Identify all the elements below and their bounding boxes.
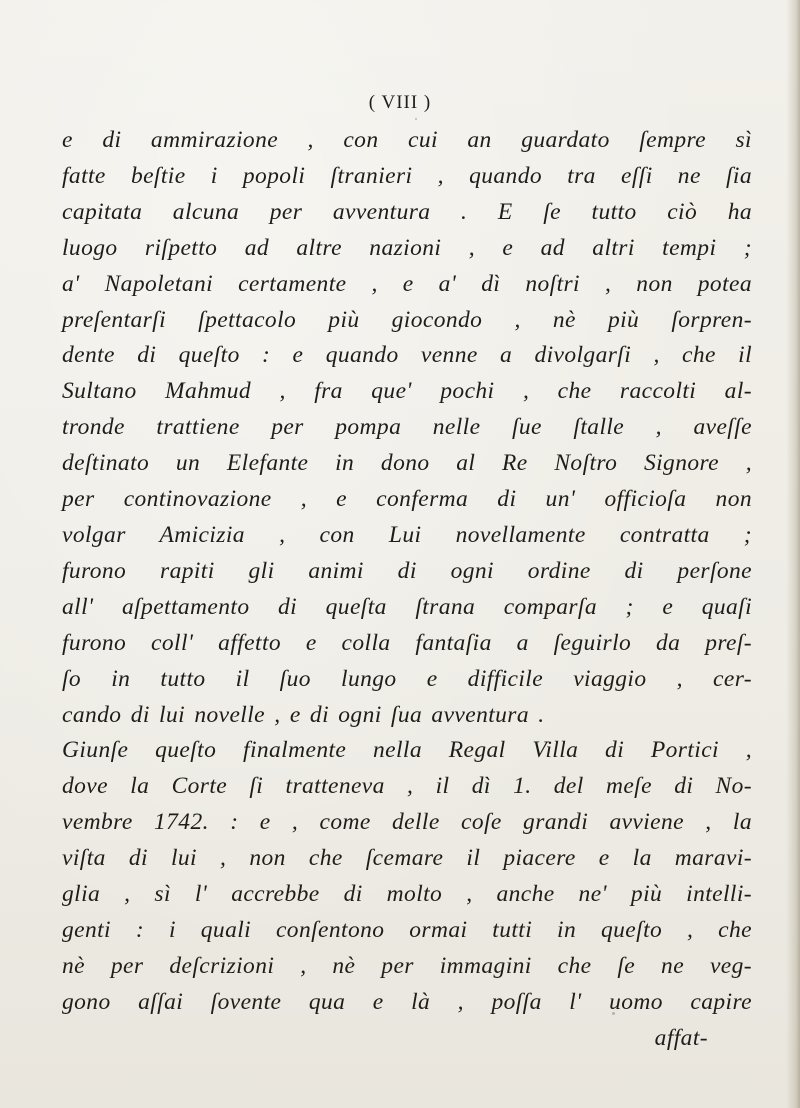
text-line: all' aſpettamento di queſta ſtrana comparſa ; e quaſi	[62, 593, 752, 620]
text-line: viſta di lui , non che ſcemare il piacere e la maravi-	[62, 845, 752, 872]
text-line: capitata alcuna per avventura . E ſe tutto ciò ha	[62, 198, 752, 225]
body-text	[62, 123, 752, 1057]
text-line: volgar Amicizia , con Lui novellamente contratta ;	[62, 521, 752, 548]
text-line: e di ammirazione , con cui an guardato ſempre sì	[62, 127, 752, 153]
text-line: ſo in tutto il ſuo lungo e difficile viaggio , cer-	[62, 665, 752, 692]
catchword: affat-	[654, 1024, 708, 1051]
text-line: gono aſſai ſovente qua e là , poſſa l' uomo capire	[62, 988, 752, 1015]
text-line: nè per deſcrizioni , nè per immagini che ſe ne veg-	[62, 952, 752, 979]
text-line: per continovazione , e conferma di un' officioſa non	[62, 486, 752, 513]
page-header: ( VIII )	[368, 92, 432, 113]
text-line: tronde trattiene per pompa nelle ſue ſtalle , aveſſe	[62, 414, 752, 441]
text-line: cando di lui novelle , e di ogni ſua avventura .	[62, 701, 545, 728]
text-line: genti : i quali conſentono ormai tutti in queſto , che	[62, 916, 752, 943]
text-line: furono coll' affetto e colla fantaſia a ſeguirlo da preſ-	[62, 629, 752, 656]
text-line: Sultano Mahmud , fra que' pochi , che raccolti al-	[62, 378, 752, 405]
paper-speck	[415, 118, 417, 120]
text-line: Giunſe queſto finalmente nella Regal Villa di Portici ,	[62, 737, 752, 764]
text-line: a' Napoletani certamente , e a' dì noſtri , non potea	[62, 270, 752, 297]
text-line: dove la Corte ſi tratteneva , il dì 1. del meſe di No-	[62, 773, 752, 800]
text-line: preſentarſi ſpettacolo più giocondo , nè più ſorpren-	[62, 306, 752, 333]
text-line: dente di queſto : e quando venne a divolgarſi , che il	[62, 342, 752, 369]
text-line: fatte beſtie i popoli ſtranieri , quando tra eſſi ne ſia	[62, 162, 752, 189]
text-line: vembre 1742. : e , come delle coſe grandi avviene , la	[62, 809, 752, 836]
page-edge-shadow	[786, 0, 800, 1108]
text-line: furono rapiti gli animi di ogni ordine di perſone	[62, 557, 752, 584]
text-line: deſtinato un Elefante in dono al Re Noſtro Signore ,	[62, 450, 752, 477]
text-line: luogo riſpetto ad altre nazioni , e ad altri tempi ;	[62, 234, 752, 261]
paper-speck	[612, 1012, 615, 1015]
text-line: glia , sì l' accrebbe di molto , anche ne' più intelli-	[62, 881, 752, 908]
